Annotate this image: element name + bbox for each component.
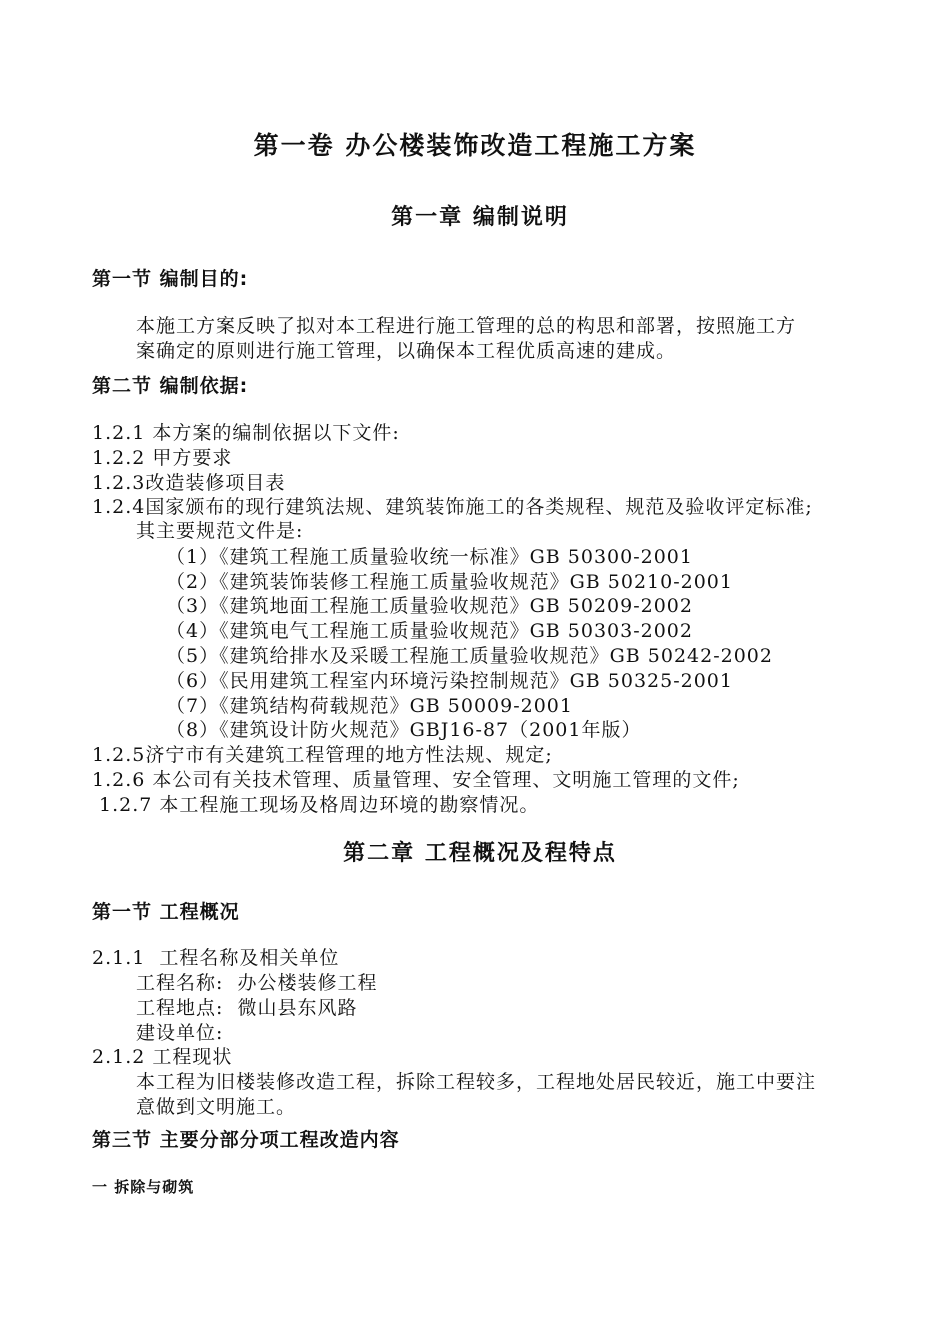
chapter2-section1-title: 第一节 工程概况 bbox=[92, 901, 240, 923]
subsection-title: 一 拆除与砌筑 bbox=[92, 1178, 195, 1196]
standard-item: （7）《建筑结构荷载规范》GB 50009-2001 bbox=[166, 695, 573, 717]
purpose-paragraph-line1: 本施工方案反映了拟对本工程进行施工管理的总的构思和部署，按照施工方 bbox=[136, 315, 797, 337]
chapter1-section1-title: 第一节 编制目的: bbox=[92, 268, 249, 290]
status-paragraph-line1: 本工程为旧楼装修改造工程，拆除工程较多，工程地处居民较近，施工中要注 bbox=[136, 1071, 817, 1093]
standard-item: （3）《建筑地面工程施工质量验收规范》GB 50209-2002 bbox=[166, 595, 693, 617]
standard-item: （4）《建筑电气工程施工质量验收规范》GB 50303-2002 bbox=[166, 620, 693, 642]
basis-item: 1.2.3改造装修项目表 bbox=[92, 472, 286, 494]
basis-item: 1.2.4国家颁布的现行建筑法规、建筑装饰施工的各类规程、规范及验收评定标准; bbox=[92, 496, 813, 518]
basis-item: 1.2.1 本方案的编制依据以下文件: bbox=[92, 422, 400, 444]
basis-item: 1.2.2 甲方要求 bbox=[92, 447, 233, 469]
volume-title: 第一卷 办公楼装饰改造工程施工方案 bbox=[253, 131, 697, 160]
standard-item: （5）《建筑给排水及采暖工程施工质量验收规范》GB 50242-2002 bbox=[166, 645, 773, 667]
standard-item: （2）《建筑装饰装修工程施工质量验收规范》GB 50210-2001 bbox=[166, 571, 733, 593]
overview-item: 2.1.2 工程现状 bbox=[92, 1046, 233, 1068]
chapter1-section2-title: 第二节 编制依据: bbox=[92, 375, 249, 397]
chapter2-section3-title: 第三节 主要分部分项工程改造内容 bbox=[92, 1129, 400, 1151]
standard-item: （6）《民用建筑工程室内环境污染控制规范》GB 50325-2001 bbox=[166, 670, 733, 692]
basis-item-continuation: 其主要规范文件是: bbox=[136, 520, 304, 542]
builder-line: 建设单位: bbox=[136, 1022, 224, 1044]
basis-item: 1.2.7 本工程施工现场及格周边环境的勘察情况。 bbox=[92, 794, 540, 816]
basis-item: 1.2.5济宁市有关建筑工程管理的地方性法规、规定; bbox=[92, 744, 553, 766]
purpose-paragraph-line2: 案确定的原则进行施工管理，以确保本工程优质高速的建成。 bbox=[136, 340, 677, 362]
status-paragraph-line2: 意做到文明施工。 bbox=[136, 1096, 297, 1118]
project-name-line: 工程名称: 办公楼装修工程 bbox=[136, 972, 378, 994]
basis-item: 1.2.6 本公司有关技术管理、质量管理、安全管理、文明施工管理的文件; bbox=[92, 769, 740, 791]
overview-item: 2.1.1 工程名称及相关单位 bbox=[92, 947, 340, 969]
chapter1-title: 第一章 编制说明 bbox=[391, 205, 569, 230]
standard-item: （8）《建筑设计防火规范》GBJ16-87（2001年版） bbox=[166, 719, 642, 741]
chapter2-title: 第二章 工程概况及程特点 bbox=[343, 841, 617, 866]
project-site-line: 工程地点: 微山县东风路 bbox=[136, 997, 358, 1019]
standard-item: （1）《建筑工程施工质量验收统一标准》GB 50300-2001 bbox=[166, 546, 693, 568]
